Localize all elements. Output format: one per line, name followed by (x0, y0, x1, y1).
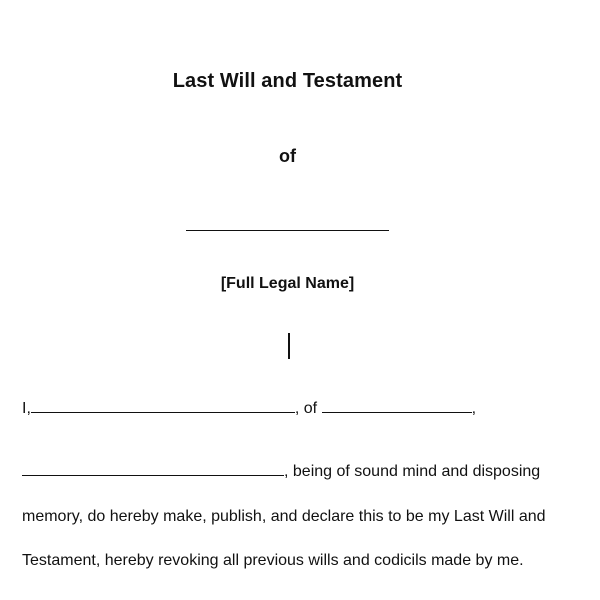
declaration-line-1 (22, 398, 476, 418)
line1-middle: , of (294, 400, 318, 417)
city-blank[interactable] (322, 398, 472, 413)
declaration-line-2 (22, 461, 540, 481)
county-state-blank[interactable] (22, 461, 284, 476)
name-blank-line[interactable] (186, 230, 389, 231)
line1-prefix: I, (22, 400, 31, 417)
declaration-line-3: memory, do hereby make, publish, and declare this to be my Last Will and (22, 508, 546, 525)
line1-suffix: , (471, 400, 477, 417)
testator-name-blank[interactable] (31, 398, 295, 413)
full-legal-name-hint: [Full Legal Name] (220, 275, 355, 292)
text-cursor (288, 333, 290, 359)
document-title: Last Will and Testament (172, 70, 403, 92)
declaration-line-4: Testament, hereby revoking all previous wills and codicils made by me. (22, 552, 524, 569)
line2-suffix: , being of sound mind and disposing (284, 463, 541, 480)
of-label: of (279, 146, 296, 166)
